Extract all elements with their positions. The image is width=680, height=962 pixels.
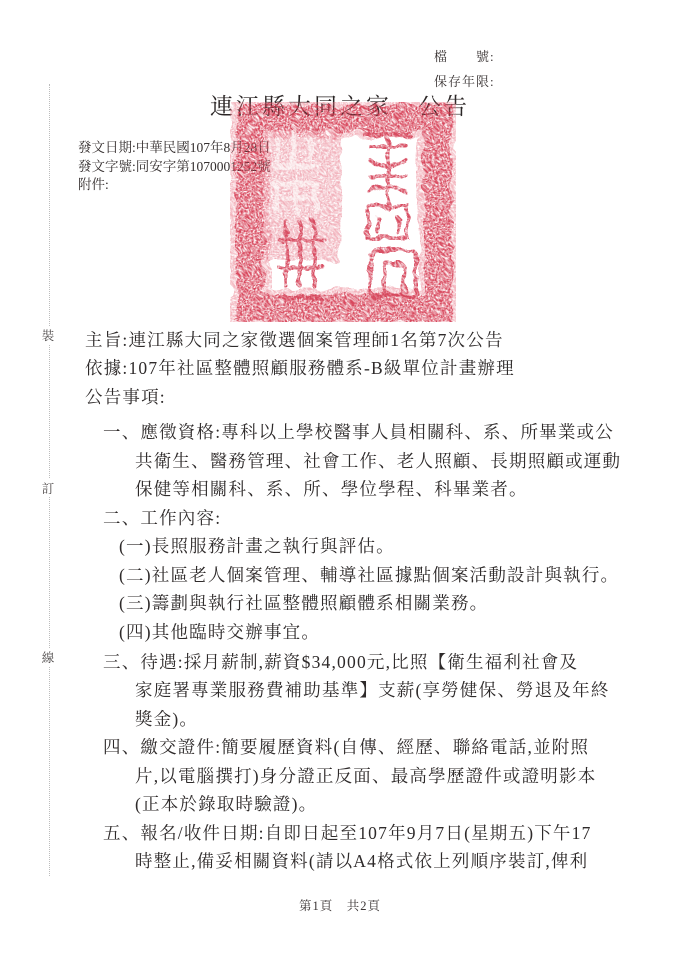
body-line: (正本於錄取時驗證)。 <box>135 794 318 815</box>
binding-mark-ding: 訂 <box>37 479 59 497</box>
file-number-label: 檔 號: <box>434 49 495 64</box>
body-line: 家庭署專業服務費補助基準】支薪(享勞健保、勞退及年終 <box>135 680 610 701</box>
binding-mark-zhuang: 裝 <box>37 326 59 344</box>
document-meta-block <box>78 139 271 195</box>
document-title: 連江縣大同之家 公告 <box>210 94 470 119</box>
body-line: 共衛生、醫務管理、社會工作、老人照顧、長期照顧或運動 <box>135 450 622 471</box>
body-line: 五、報名/收件日期:自即日起至107年9月7日(星期五)下午17 <box>103 822 592 843</box>
doc-number-line: 發文字號:同安字第1070001252號 <box>78 158 271 174</box>
body-line: (二)社區老人個案管理、輔導社區據點個案活動設計與執行。 <box>119 564 620 585</box>
body-line: 片,以電腦撰打)身分證正反面、最高學歷證件或證明影本 <box>135 765 597 786</box>
retention-period-label: 保存年限: <box>434 74 495 89</box>
body-line: 保健等相關科、系、所、學位學程、科畢業者。 <box>135 479 528 500</box>
body-line: 主旨:連江縣大同之家徵選個案管理師1名第7次公告 <box>85 330 504 350</box>
issue-date-line: 發文日期:中華民國107年8月28日 <box>78 140 271 155</box>
document-body <box>85 326 645 876</box>
body-line: 時整止,備妥相關資料(請以A4格式依上列順序裝訂,俾利 <box>135 851 589 872</box>
binding-mark-xian: 線 <box>37 648 59 666</box>
body-line: 四、繳交證件:簡要履歷資料(自傳、經歷、聯絡電話,並附照 <box>103 737 590 758</box>
body-line: (三)籌劃與執行社區整體照顧體系相關業務。 <box>119 593 489 614</box>
body-line: 三、待遇:採月薪制,薪資$34,000元,比照【衛生福利社會及 <box>103 651 579 672</box>
file-number-block <box>434 44 495 94</box>
body-line: (四)其他臨時交辦事宜。 <box>119 621 321 642</box>
official-seal-stamp-icon <box>230 102 456 322</box>
body-line: (一)長照服務計畫之執行與評估。 <box>119 536 395 557</box>
page-number-footer: 第1頁 共2頁 <box>298 899 381 913</box>
body-line: 一、應徵資格:專科以上學校醫事人員相關科、系、所畢業或公 <box>103 422 614 443</box>
body-line: 獎金)。 <box>135 708 199 729</box>
body-line: 公告事項: <box>85 386 166 407</box>
body-line: 二、工作內容: <box>103 507 222 528</box>
attachment-line: 附件: <box>78 177 109 192</box>
body-line: 依據:107年社區整體照顧服務體系-B級單位計畫辦理 <box>85 358 515 379</box>
